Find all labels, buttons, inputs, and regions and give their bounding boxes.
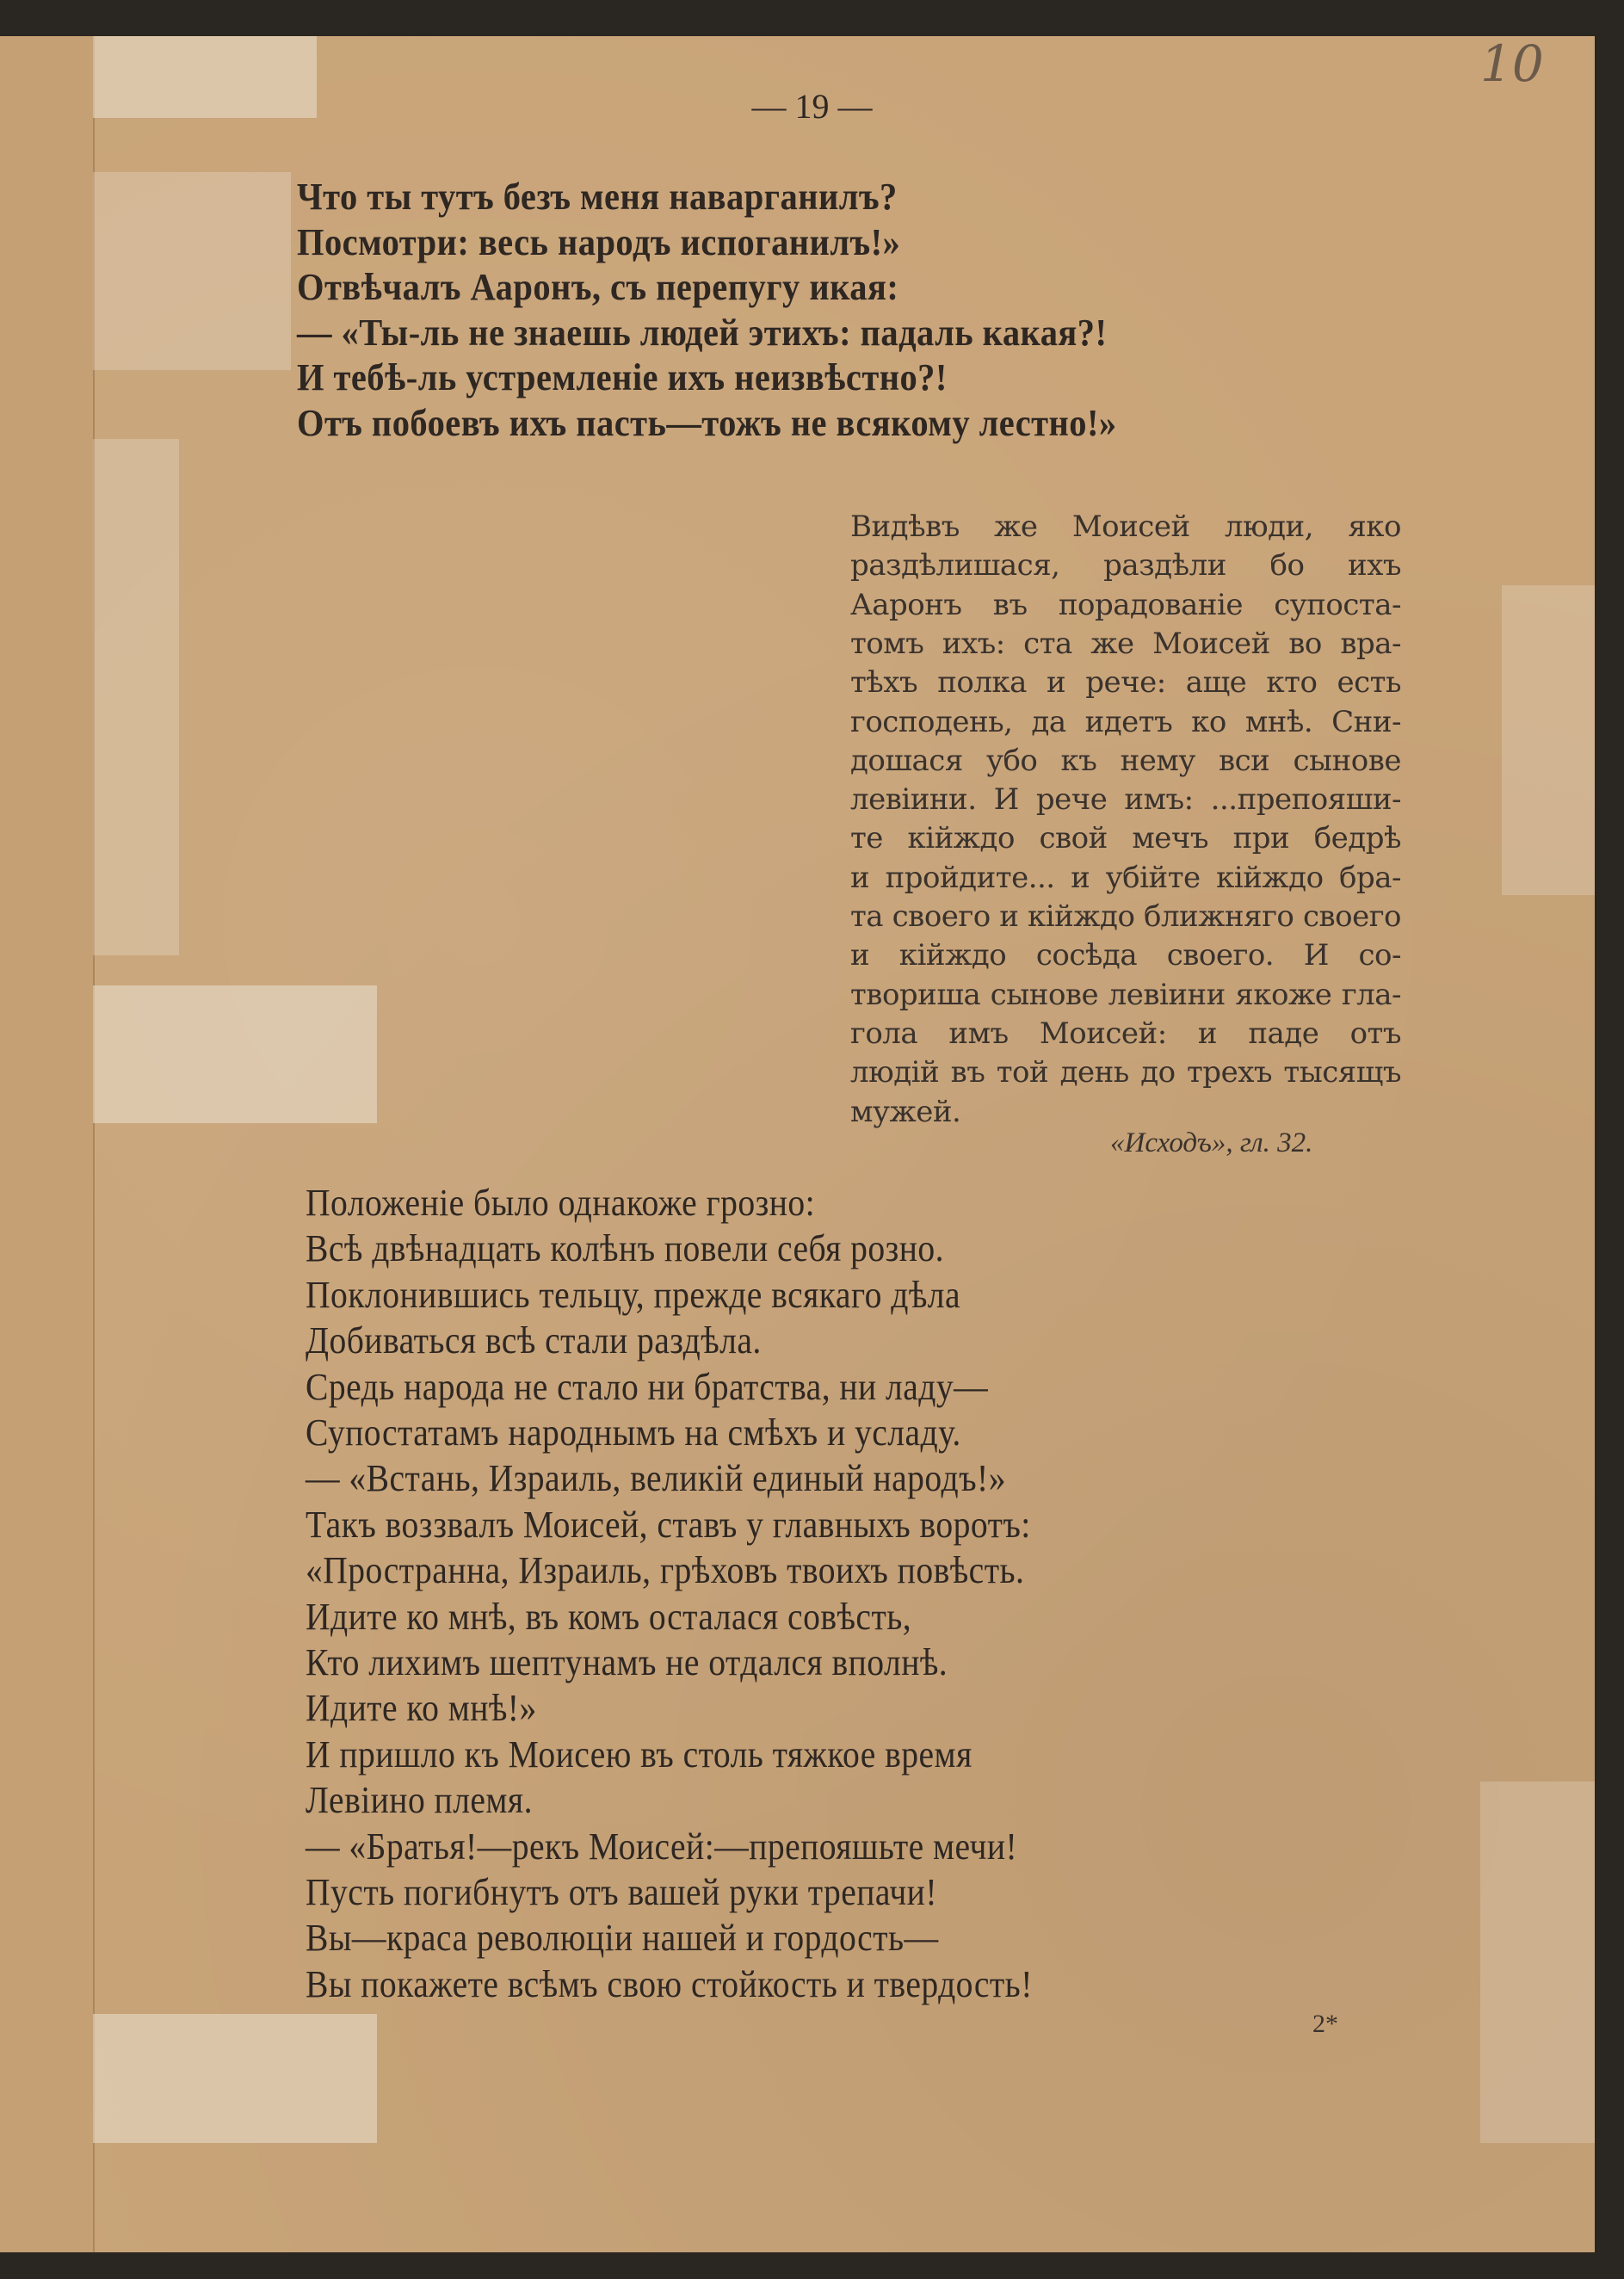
top-verse-line: Что ты тутъ безъ меня наварганилъ? bbox=[297, 176, 898, 218]
bottom-verse-line: Идите ко мнѣ, въ комъ осталася совѣсть, bbox=[306, 1595, 912, 1638]
epigraph-line: Видѣвъ же Моисей люди, яко bbox=[850, 510, 1401, 544]
bottom-verse-line: Такъ воззвалъ Моисей, ставъ у главныхъ воротъ: bbox=[306, 1503, 1031, 1546]
epigraph-line: раздѣлишася, раздѣли бо ихъ bbox=[850, 548, 1401, 584]
top-verse-line: — «Ты-ль не знаешь людей этихъ: падаль какая?! bbox=[297, 311, 1108, 354]
epigraph-line: и кійждо сосѣда своего. И со- bbox=[850, 938, 1401, 973]
top-verse-line: Отъ побоевъ ихъ пасть—тожъ не всякому лестно!» bbox=[297, 401, 1117, 444]
bottom-verse-line: — «Встань, Израиль, великій единый народъ!» bbox=[306, 1457, 1006, 1500]
epigraph-line: дошася убо къ нему вси сынове bbox=[850, 743, 1401, 778]
bottom-verse-line: Супостатамъ народнымъ на смѣхъ и усладу. bbox=[306, 1411, 961, 1454]
epigraph-line: томъ ихъ: ста же Моисей во вра- bbox=[850, 626, 1401, 661]
tape-patch bbox=[93, 2014, 377, 2143]
epigraph-line: та своего и кійждо ближняго своего bbox=[850, 899, 1401, 934]
bottom-verse-line: Левіино племя. bbox=[306, 1779, 533, 1822]
epigraph-line: гола имъ Моисей: и паде отъ bbox=[850, 1016, 1401, 1051]
tape-patch bbox=[1480, 1782, 1595, 2143]
tape-patch bbox=[93, 439, 179, 955]
bottom-verse-line: Добиваться всѣ стали раздѣла. bbox=[306, 1319, 762, 1362]
top-verse-line: Отвѣчалъ Ааронъ, съ перепугу икая: bbox=[297, 266, 899, 308]
epigraph-line: Ааронъ въ порадованіе супоста- bbox=[850, 587, 1401, 622]
bottom-verse-line: Идите ко мнѣ!» bbox=[306, 1687, 537, 1730]
bottom-verse-line: Поклонившись тельцу, прежде всякаго дѣла bbox=[306, 1273, 961, 1316]
bottom-verse-line: Пусть погибнутъ отъ вашей руки трепачи! bbox=[306, 1871, 937, 1913]
handwritten-folio-number: 10 bbox=[1480, 34, 1544, 93]
bottom-verse-line: Кто лихимъ шептунамъ не отдался вполнѣ. bbox=[306, 1641, 948, 1683]
bottom-verse-line: — «Братья!—рекъ Моисей:—препояшьте мечи! bbox=[306, 1825, 1018, 1868]
bottom-verse-line: Средь народа не стало ни братства, ни ладу— bbox=[306, 1365, 989, 1408]
epigraph-line: левіини. И рече имъ: ...препояши- bbox=[850, 782, 1401, 818]
bottom-verse-line: Вы—краса революціи нашей и гордость— bbox=[306, 1917, 939, 1960]
bottom-verse-line: И пришло къ Моисею въ столь тяжкое время bbox=[306, 1732, 973, 1776]
bottom-verse-line: Всѣ двѣнадцать колѣнъ повели себя розно. bbox=[306, 1227, 944, 1270]
epigraph-line: и пройдите... и убійте кійждо бра- bbox=[850, 860, 1401, 895]
signature-mark: 2* bbox=[1312, 2010, 1338, 2038]
binding-strip bbox=[0, 36, 95, 2252]
tape-patch bbox=[93, 172, 291, 370]
tape-patch bbox=[1502, 585, 1595, 895]
bottom-verse-line: Вы покажете всѣмъ свою стойкость и твердость! bbox=[306, 1962, 1033, 2005]
epigraph-line: те кійждо свой мечъ при бедрѣ bbox=[850, 821, 1401, 856]
page-number: — 19 — bbox=[751, 87, 873, 126]
bottom-verse-line: Положеніе было однакоже грозно: bbox=[306, 1182, 816, 1224]
epigraph-citation: «Исходъ», гл. 32. bbox=[1110, 1127, 1313, 1158]
top-verse-line: Посмотри: весь народъ испоганилъ!» bbox=[297, 220, 901, 263]
tape-patch bbox=[93, 985, 377, 1123]
epigraph-line: мужей. bbox=[850, 1094, 961, 1129]
epigraph-line: людій въ той день до трехъ тысящъ bbox=[850, 1055, 1401, 1090]
epigraph-line: господень, да идетъ ко мнѣ. Сни- bbox=[850, 704, 1401, 739]
top-verse-line: И тебѣ-ль устремленіе ихъ неизвѣстно?! bbox=[297, 356, 948, 398]
epigraph-line: тѣхъ полка и рече: аще кто есть bbox=[850, 665, 1401, 701]
epigraph-line: твориша сынове левіини якоже гла- bbox=[850, 977, 1401, 1012]
bottom-verse-line: «Пространна, Израиль, грѣховъ твоихъ повѣсть. bbox=[306, 1549, 1025, 1592]
